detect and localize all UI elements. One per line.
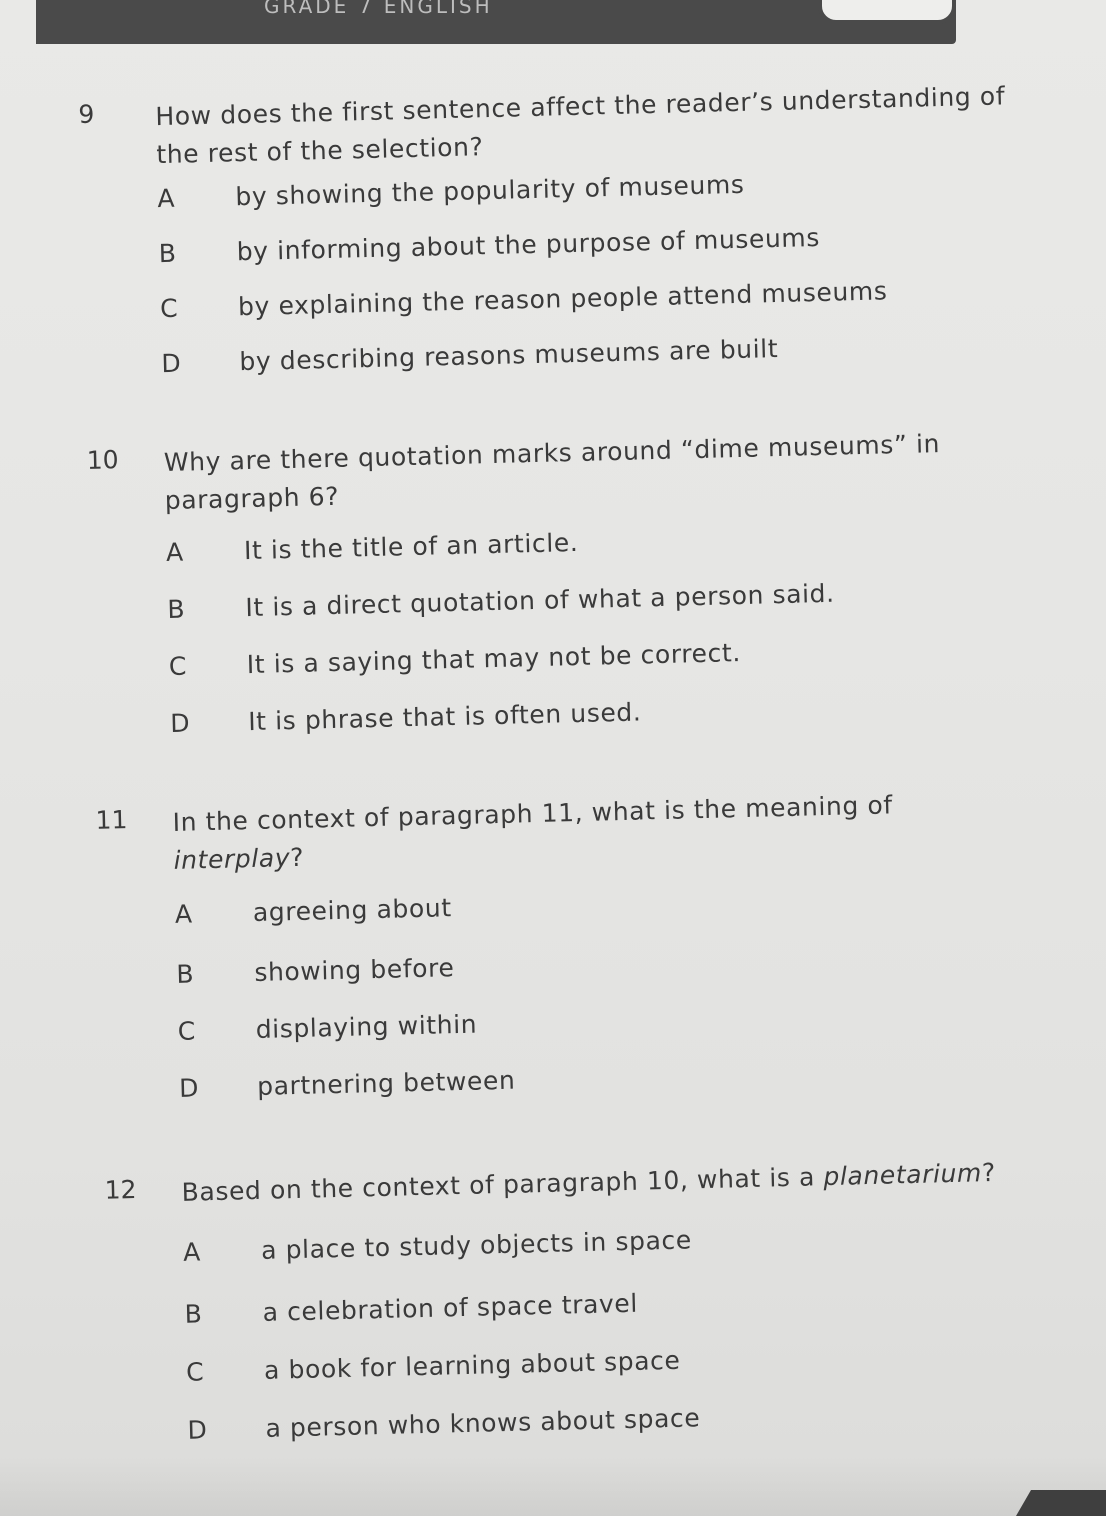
question-text: Why are there quotation marks around “dime museums” in paragraph 6? [163, 429, 941, 516]
option-letter: A [165, 537, 184, 568]
option-text: by describing reasons museums are built [239, 334, 779, 377]
option-9-c[interactable] [5, 273, 1006, 337]
question-text [172, 784, 1004, 880]
option-letter: B [184, 1299, 203, 1329]
option-12-c[interactable] [31, 1337, 1032, 1401]
option-letter: D [187, 1415, 208, 1445]
question-number: 12 [104, 1174, 137, 1205]
question-text: How does the first sentence affect the reader’s understanding of the rest of the selection? [155, 81, 1006, 170]
option-text: a book for learning about space [263, 1345, 681, 1385]
option-text: agreeing about [252, 893, 453, 928]
question-10 [8, 421, 1106, 516]
option-text: partnering between [256, 1065, 516, 1101]
option-12-b[interactable] [29, 1279, 1030, 1343]
option-letter: D [178, 1073, 199, 1103]
option-10-c[interactable] [14, 631, 1015, 695]
option-text: It is the title of an article. [243, 527, 579, 566]
option-letter: A [157, 183, 175, 214]
question-text-main: Based on the context of paragraph 10, what is a [181, 1162, 816, 1207]
option-10-d[interactable] [15, 688, 1016, 752]
option-letter: D [161, 348, 182, 379]
question-12 [26, 1151, 1106, 1207]
question-text-italic-term: interplay [173, 843, 291, 875]
option-10-a[interactable] [11, 517, 1012, 581]
option-text: It is a direct quotation of what a person said. [245, 578, 835, 623]
question-text-italic-term: planetarium [823, 1158, 983, 1192]
question-text-end: ? [289, 842, 305, 873]
option-letter: C [185, 1357, 204, 1387]
page-corner-shadow [1016, 1490, 1106, 1516]
option-letter: A [174, 899, 193, 929]
question-11 [17, 781, 1106, 875]
question-9 [0, 75, 1106, 170]
option-letter: C [177, 1016, 196, 1046]
option-text: showing before [254, 953, 455, 987]
option-11-a[interactable] [20, 879, 1021, 943]
option-text: a person who knows about space [265, 1403, 701, 1443]
option-letter: D [169, 708, 190, 738]
option-11-c[interactable] [22, 996, 1023, 1060]
question-text-main: In the context of paragraph 11, what is the meaning of [172, 790, 894, 837]
option-9-a[interactable] [2, 163, 1003, 227]
option-text: by explaining the reason people attend museums [237, 276, 888, 322]
option-letter: C [168, 651, 187, 681]
header-bar [36, 0, 956, 44]
question-number: 11 [95, 805, 128, 835]
question-text [181, 1151, 1106, 1212]
option-text: It is phrase that is often used. [247, 697, 642, 737]
option-text: displaying within [255, 1009, 478, 1044]
question-number: 9 [78, 99, 95, 130]
option-letter: B [158, 238, 177, 269]
option-letter: A [182, 1237, 201, 1267]
question-number: 10 [86, 445, 119, 475]
option-10-b[interactable] [12, 574, 1013, 638]
option-9-b[interactable] [3, 218, 1004, 282]
option-text: a place to study objects in space [260, 1225, 693, 1265]
option-letter: B [167, 594, 185, 625]
option-11-d[interactable] [24, 1053, 1025, 1117]
option-12-d[interactable] [32, 1395, 1033, 1459]
page-bottom-shadow [0, 1456, 1106, 1516]
question-text-end: ? [981, 1157, 997, 1188]
header-tab [818, 0, 956, 24]
option-letter: B [176, 959, 194, 989]
option-text: by showing the popularity of museums [235, 169, 745, 212]
header-title: GRADE 7 ENGLISH [264, 0, 493, 18]
option-9-d[interactable] [6, 328, 1007, 392]
option-text: It is a saying that may not be correct. [246, 638, 742, 680]
option-letter: C [159, 293, 178, 324]
option-text: by informing about the purpose of museums [236, 222, 821, 267]
option-text: a celebration of space travel [262, 1288, 639, 1327]
option-11-b[interactable] [21, 939, 1022, 1003]
option-12-a[interactable] [28, 1217, 1029, 1281]
